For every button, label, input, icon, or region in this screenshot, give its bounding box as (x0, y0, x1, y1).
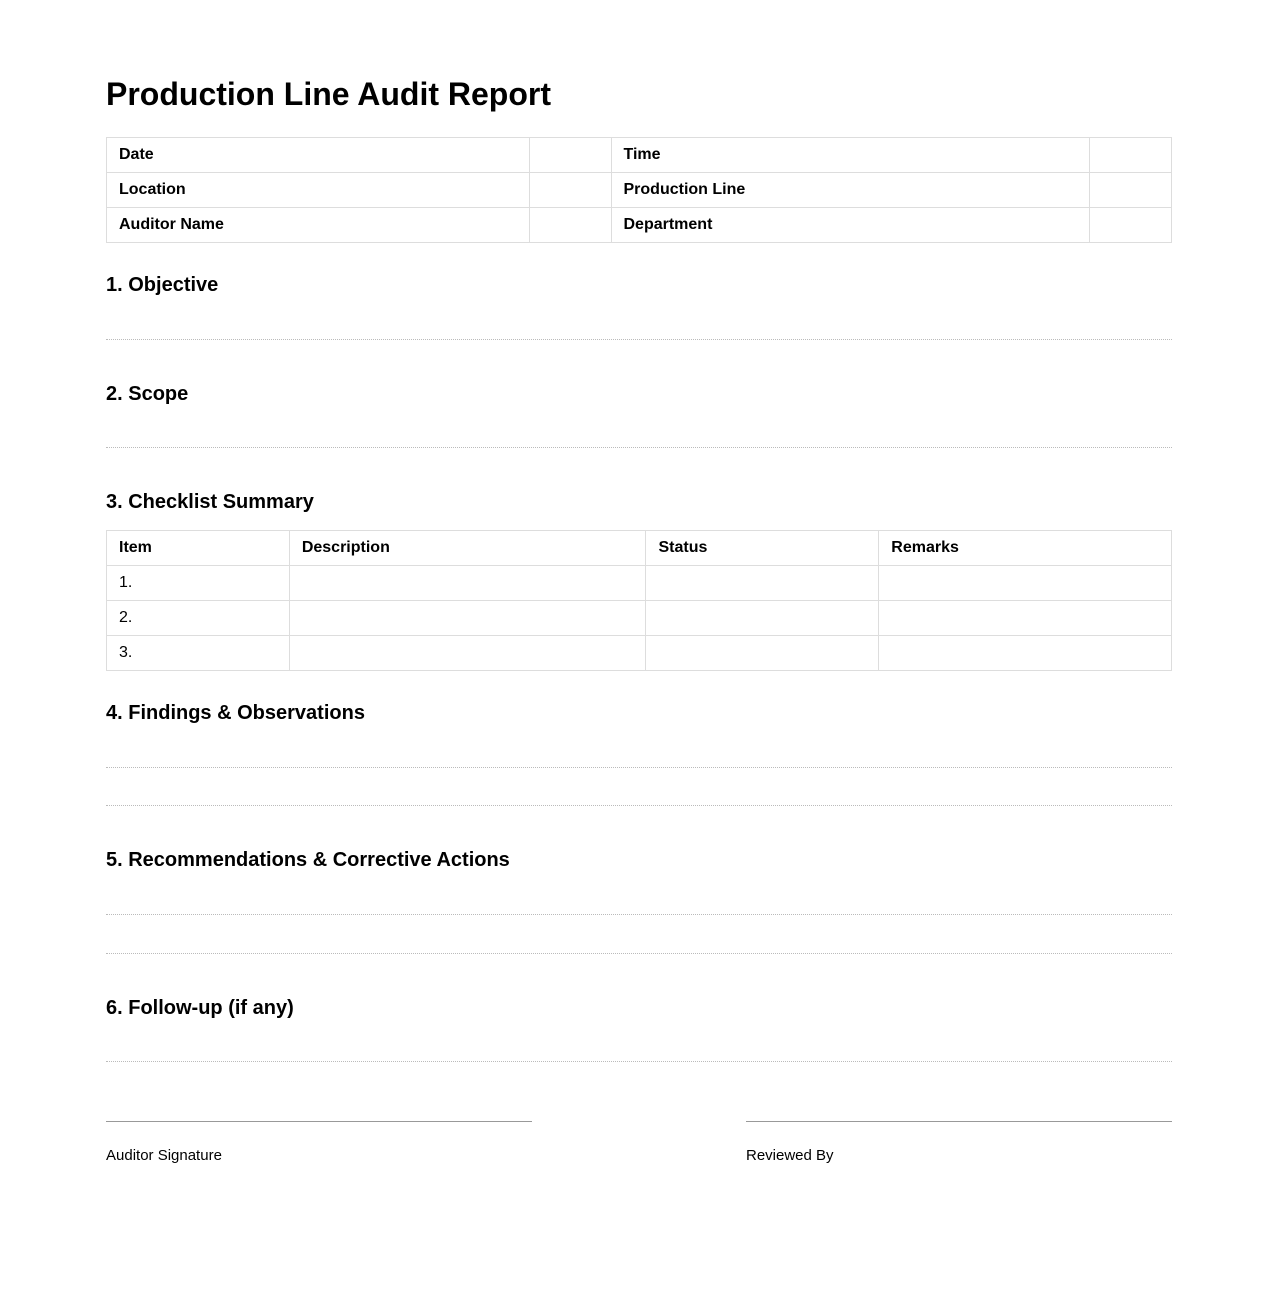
section-heading-recommendations: 5. Recommendations & Corrective Actions (106, 849, 510, 871)
info-value-department[interactable] (1090, 208, 1172, 243)
description-cell[interactable] (289, 636, 646, 671)
info-row (107, 208, 1172, 243)
reviewer-signature-line[interactable] (746, 1121, 1172, 1122)
remarks-cell[interactable] (879, 636, 1172, 671)
info-value-production-line[interactable] (1090, 173, 1172, 208)
section-heading-objective: 1. Objective (106, 274, 219, 296)
column-header-item: Item (107, 531, 290, 566)
info-label-production-line: Production Line (611, 173, 1090, 208)
scope-writing-line[interactable] (106, 447, 1172, 448)
auditor-signature-block (106, 1121, 532, 1165)
status-cell[interactable] (646, 566, 879, 601)
table-row (107, 601, 1172, 636)
info-table (106, 137, 1172, 243)
info-row (107, 173, 1172, 208)
info-row (107, 138, 1172, 173)
info-value-time[interactable] (1090, 138, 1172, 173)
recommendations-writing-line-1[interactable] (106, 914, 1172, 915)
document-title: Production Line Audit Report (106, 76, 551, 112)
description-cell[interactable] (289, 566, 646, 601)
description-cell[interactable] (289, 601, 646, 636)
auditor-signature-label: Auditor Signature (106, 1147, 222, 1164)
remarks-cell[interactable] (879, 566, 1172, 601)
findings-writing-line-2[interactable] (106, 805, 1172, 806)
column-header-description: Description (289, 531, 646, 566)
recommendations-writing-line-2[interactable] (106, 953, 1172, 954)
info-value-date[interactable] (529, 138, 611, 173)
info-label-time: Time (611, 138, 1090, 173)
auditor-signature-line[interactable] (106, 1121, 532, 1122)
info-label-department: Department (611, 208, 1090, 243)
info-label-date: Date (107, 138, 530, 173)
objective-writing-line[interactable] (106, 339, 1172, 340)
item-number-cell: 3. (107, 636, 290, 671)
reviewer-signature-block (746, 1121, 1172, 1165)
section-heading-findings: 4. Findings & Observations (106, 702, 365, 724)
info-label-location: Location (107, 173, 530, 208)
status-cell[interactable] (646, 601, 879, 636)
section-heading-followup: 6. Follow-up (if any) (106, 997, 294, 1019)
table-row (107, 566, 1172, 601)
column-header-status: Status (646, 531, 879, 566)
checklist-table (106, 530, 1172, 671)
section-heading-checklist: 3. Checklist Summary (106, 491, 314, 513)
remarks-cell[interactable] (879, 601, 1172, 636)
column-header-remarks: Remarks (879, 531, 1172, 566)
info-value-location[interactable] (529, 173, 611, 208)
reviewer-signature-label: Reviewed By (746, 1147, 834, 1164)
info-label-auditor-name: Auditor Name (107, 208, 530, 243)
info-value-auditor-name[interactable] (529, 208, 611, 243)
followup-writing-line[interactable] (106, 1061, 1172, 1062)
section-heading-scope: 2. Scope (106, 383, 189, 405)
status-cell[interactable] (646, 636, 879, 671)
findings-writing-line-1[interactable] (106, 767, 1172, 768)
checklist-header-row (107, 531, 1172, 566)
table-row (107, 636, 1172, 671)
item-number-cell: 1. (107, 566, 290, 601)
item-number-cell: 2. (107, 601, 290, 636)
